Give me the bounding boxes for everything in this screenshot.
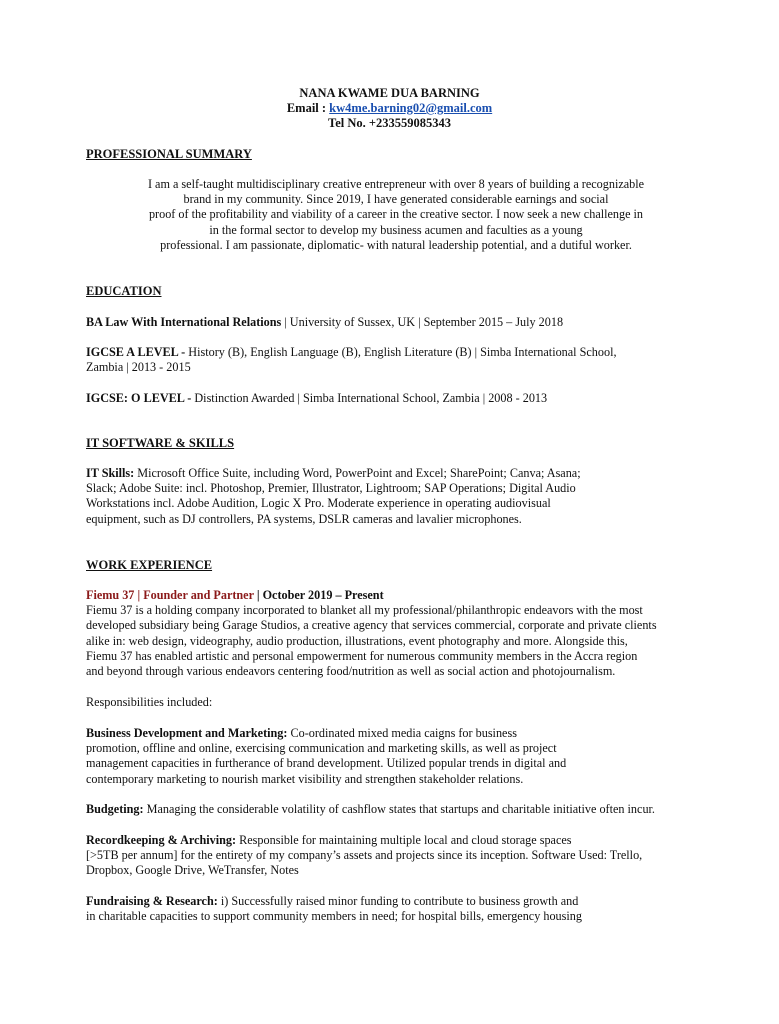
degree-title: BA Law With International Relations (86, 315, 282, 329)
job-desc-line: alike in: web design, videography, audio production, illustrations, event photography and more. Alongside this, (86, 633, 628, 648)
responsibility-text: management capacities in furtherance of brand development. Utilized popular trends in digital and (86, 756, 567, 771)
responsibilities-label: Responsibilities included: (86, 695, 213, 709)
role-title: Founder and Partner (143, 588, 254, 602)
responsibility-fundraising (86, 894, 726, 924)
responsibility-text: Co-ordinated mixed media caigns for business (287, 726, 517, 740)
role-dates: | October 2019 – Present (253, 588, 384, 602)
email-link[interactable]: kw4me.barning02@gmail.com (329, 101, 493, 115)
degree-details-cont: Zambia | 2013 - 2015 (86, 360, 191, 375)
degree-title: IGCSE: O LEVEL - (86, 391, 195, 405)
responsibility-text: Managing the considerable volatility of cashflow states that startups and charitable initiative often incur. (143, 802, 655, 816)
summary-paragraph (86, 177, 706, 253)
responsibility-text: in charitable capacities to support community members in need; for hospital bills, emergency housing (86, 909, 582, 924)
job-desc-line: Fiemu 37 is a holding company incorporated to blanket all my professional/philanthropic endeavors with the most (86, 603, 643, 618)
degree-details: | University of Sussex, UK | September 2015 – July 2018 (281, 315, 564, 329)
responsibility-text: [>5TB per annum] for the entirety of my company’s assets and projects since its inception. Software Used: Trello, (86, 848, 643, 863)
responsibility-text: Dropbox, Google Drive, WeTransfer, Notes (86, 863, 299, 878)
skills-line: Microsoft Office Suite, including Word, PowerPoint and Excel; SharePoint; Canva; Asana; (134, 466, 581, 480)
degree-title: IGCSE A LEVEL - (86, 345, 189, 359)
skills-line: Slack; Adobe Suite: incl. Photoshop, Premier, Illustrator, Lightroom; SAP Operations; Digital Audio (86, 481, 576, 496)
education-item (86, 391, 726, 406)
work-heading: WORK EXPERIENCE (86, 558, 213, 572)
degree-details: History (B), English Language (B), English Literature (B) | Simba International School, (188, 345, 617, 359)
skills-line: Workstations incl. Adobe Audition, Logic X Pro. Moderate experience in operating audiovisual (86, 496, 551, 511)
summary-line: professional. I am passionate, diplomatic- with natural leadership potential, and a dutiful worker. (160, 237, 632, 252)
degree-details: Distinction Awarded | Simba International School, Zambia | 2008 - 2013 (194, 391, 548, 405)
education-item (86, 345, 726, 375)
phone-line (0, 116, 779, 131)
email-label: Email : (286, 101, 330, 115)
responsibility-text: contemporary marketing to nourish market visibility and strengthen stakeholder relations. (86, 771, 524, 786)
job-desc-line: and beyond through various endeavors centering food/nutrition as well as social action and photojournalism. (86, 664, 616, 679)
responsibility-records (86, 833, 726, 879)
responsibility-label: Business Development and Marketing: (86, 726, 288, 740)
responsibility-budget (86, 802, 726, 817)
summary-heading: PROFESSIONAL SUMMARY (86, 147, 252, 161)
responsibility-label: Fundraising & Research: (86, 894, 218, 908)
skills-paragraph (86, 466, 726, 527)
responsibility-label: Budgeting: (86, 802, 144, 816)
responsibility-text: promotion, offline and online, exercising communication and marketing skills, as well as project (86, 741, 557, 756)
tel-label: Tel No. (328, 116, 369, 130)
responsibility-text: Responsible for maintaining multiple local and cloud storage spaces (236, 833, 572, 847)
email-line (0, 101, 779, 116)
company-name: Fiemu 37 (86, 588, 135, 602)
skills-label: IT Skills: (86, 466, 135, 480)
responsibility-bdm (86, 726, 726, 787)
job-desc-line: Fiemu 37 has enabled artistic and personal empowerment for numerous community members in the Accra region (86, 648, 638, 663)
summary-line: in the formal sector to develop my business acumen and faculties as a young (209, 222, 583, 237)
skills-heading: IT SOFTWARE & SKILLS (86, 436, 235, 450)
summary-line: I am a self-taught multidisciplinary creative entrepreneur with over 8 years of building a recognizable (147, 177, 645, 191)
job-entry (86, 588, 726, 679)
full-name: NANA KWAME DUA BARNING (299, 86, 480, 100)
education-item (86, 315, 726, 330)
summary-line: brand in my community. Since 2019, I have generated considerable earnings and social (183, 192, 609, 207)
responsibility-text: i) Successfully raised minor funding to contribute to business growth and (217, 894, 579, 908)
education-heading: EDUCATION (86, 284, 162, 298)
summary-line: proof of the profitability and viability of a career in the creative sector. I now seek a new challenge in (148, 207, 644, 222)
skills-line: equipment, such as DJ controllers, PA systems, DSLR cameras and lavalier microphones. (86, 511, 522, 526)
responsibility-label: Recordkeeping & Archiving: (86, 833, 237, 847)
resume-header (0, 86, 779, 131)
job-desc-line: developed subsidiary being Garage Studios, a creative agency that services commercial, corporate and private clients (86, 618, 657, 633)
job-title-line (86, 588, 726, 603)
tel-number: +233559085343 (368, 116, 451, 130)
role-separator: | (134, 588, 144, 602)
